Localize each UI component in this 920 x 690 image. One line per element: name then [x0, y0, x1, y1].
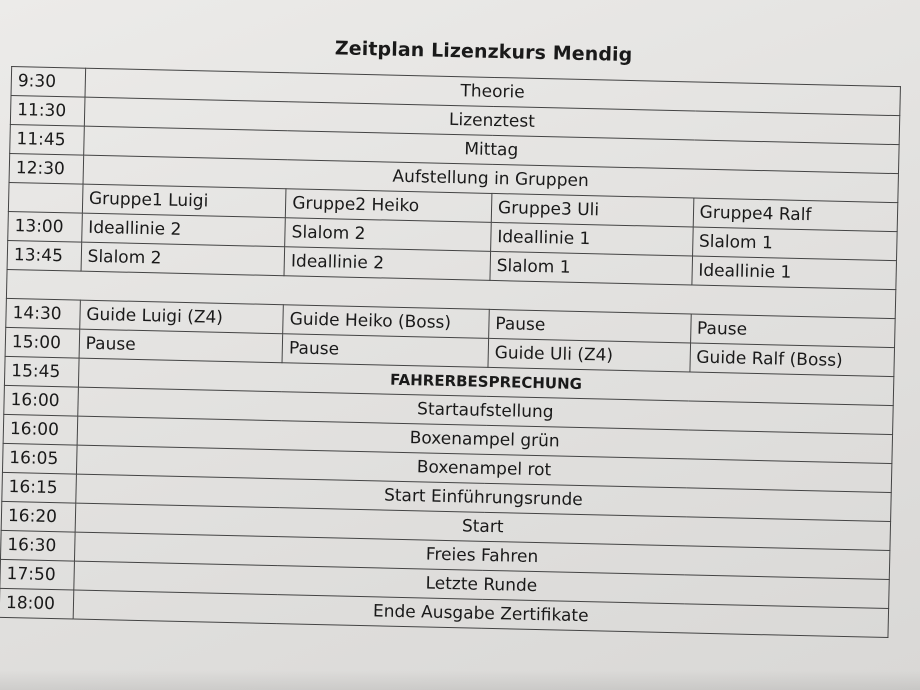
time-cell	[8, 182, 82, 213]
group-cell: Slalom 2	[81, 242, 285, 276]
time-cell: 12:30	[9, 153, 83, 184]
activity-cell: Ende Ausgabe Zertifikate	[73, 590, 889, 637]
group-cell: Ideallinie 1	[692, 256, 897, 290]
group-cell: Slalom 1	[692, 227, 897, 261]
group-cell: Pause	[79, 329, 283, 363]
group-cell: Pause	[489, 309, 691, 343]
time-cell: 11:30	[10, 95, 84, 126]
group-header-cell: Gruppe2 Heiko	[285, 189, 491, 223]
time-cell: 16:20	[1, 501, 75, 532]
time-cell: 16:00	[3, 414, 77, 445]
activity-cell: Startaufstellung	[78, 387, 894, 434]
activity-cell: Lizenztest	[84, 97, 900, 144]
group-cell: Ideallinie 2	[284, 247, 490, 281]
group-cell: Guide Uli (Z4)	[488, 338, 690, 372]
time-cell: 16:15	[2, 472, 76, 503]
time-cell: 18:00	[0, 588, 74, 619]
time-cell: 17:50	[0, 559, 74, 590]
activity-cell: Mittag	[83, 126, 899, 173]
time-cell: 13:45	[7, 240, 81, 271]
group-cell: Pause	[690, 314, 895, 348]
activity-cell: Boxenampel rot	[76, 445, 892, 492]
group-cell: Ideallinie 1	[491, 222, 693, 256]
activity-cell: Start Einführungsrunde	[76, 474, 892, 521]
time-cell: 16:05	[2, 443, 76, 474]
activity-cell: Freies Fahren	[74, 532, 890, 579]
group-cell: Guide Heiko (Boss)	[283, 305, 489, 339]
group-header-cell: Gruppe4 Ralf	[693, 198, 898, 232]
group-cell: Ideallinie 2	[81, 213, 285, 247]
schedule-table	[0, 66, 901, 638]
group-cell: Pause	[282, 334, 488, 368]
group-cell: Slalom 2	[285, 218, 491, 252]
activity-cell: Aufstellung in Gruppen	[83, 155, 899, 202]
time-cell: 13:00	[8, 211, 82, 242]
group-cell: Slalom 1	[490, 251, 692, 285]
activity-cell: Theorie	[85, 68, 901, 115]
schedule-sheet	[0, 30, 912, 638]
activity-cell: Letzte Runde	[74, 561, 890, 608]
time-cell: 16:00	[4, 385, 78, 416]
time-cell: 14:30	[6, 298, 80, 329]
group-header-cell: Gruppe1 Luigi	[82, 184, 286, 218]
activity-cell: FAHRERBESPRECHUNG	[78, 358, 894, 405]
time-cell: 15:45	[4, 356, 78, 387]
photo-shadow	[0, 670, 920, 690]
group-header-cell: Gruppe3 Uli	[491, 193, 693, 227]
group-cell: Guide Luigi (Z4)	[79, 300, 283, 334]
time-cell: 16:30	[0, 530, 74, 561]
time-cell: 15:00	[5, 327, 79, 358]
document-title: Zeitplan Lizenzkurs Mendig	[334, 37, 633, 67]
time-cell: 9:30	[11, 67, 85, 98]
activity-cell: Boxenampel grün	[77, 416, 893, 463]
activity-cell: Start	[75, 503, 891, 550]
group-cell: Guide Ralf (Boss)	[690, 343, 895, 377]
time-cell: 11:45	[10, 124, 84, 155]
